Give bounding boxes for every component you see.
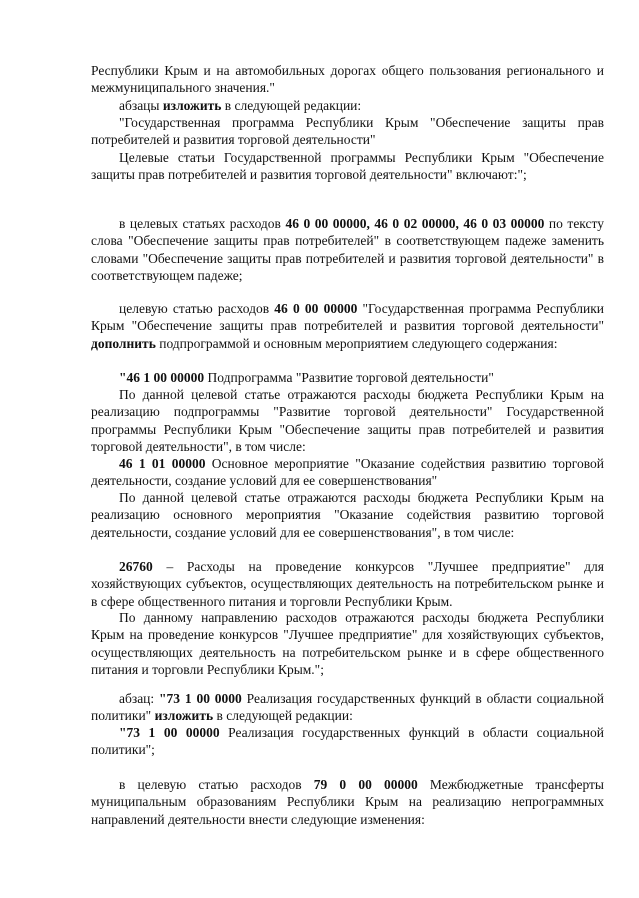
text-run: Целевые статьи Государственной программы Республики Крым "Обеспечение защиты прав потребителей и развития торговой деятельности" включают:"; (91, 150, 604, 183)
paragraph (91, 62, 604, 97)
text-run: Подпрограмма "Развитие торговой деятельности" (204, 370, 494, 385)
text-run: "Государственная программа Республики Крым "Обеспечение защиты прав потребителей и развития торговой деятельности" (91, 115, 604, 148)
text-run: "Государственная программа Республики Крым "Обеспечение защиты прав потребителей и развития торговой деятельности" (91, 301, 604, 334)
paragraph (91, 369, 604, 386)
bold-run: "46 1 00 00000 (119, 370, 205, 385)
paragraph (91, 455, 604, 490)
bold-run: 26760 (119, 559, 153, 574)
text-run: в целевых статьях расходов (119, 216, 286, 231)
text-run: абзац: (119, 691, 160, 706)
text-run: Реализация государственных функций в области социальной политики" (91, 691, 604, 724)
text-run: – Расходы на проведение конкурсов "Лучшее предприятие" для хозяйствующих субъектов, осуществляющих деятельность на потребительском рынке и в сфере общественного питания и торговли Республики Крым. (91, 559, 604, 609)
text-run: По данной целевой статье отражаются расходы бюджета Республики Крым на реализацию подпрограммы "Развитие торговой деятельности" Государственной программы Республики Крым "Обеспечение защиты прав потребителей и развития торговой деятельности", в том числе: (91, 387, 604, 455)
paragraph (91, 386, 604, 456)
text-run: подпрограммой и основным мероприятием следующего содержания: (155, 335, 558, 351)
paragraph (91, 724, 604, 759)
text-run: в следующей редакции: (213, 708, 353, 724)
text-run: по тексту слова "Обеспечение защиты прав потребителей" в соответствующем падеже заменить словами "Обеспечение защиты прав потребителей и развития торговой деятельности" в соответствующем падеже; (91, 216, 604, 284)
paragraph (91, 776, 604, 828)
text-run: По данному направлению расходов отражаются расходы бюджета Республики Крым на проведение конкурсов "Лучшее предприятие" для хозяйствующих субъектов, осуществляющих деятельность на потребительском рынке и в сфере общественного питания и торговли Республики Крым."; (91, 610, 604, 678)
text-run: целевую статью расходов (119, 301, 275, 316)
text-run: Реализация государственных функций в области социальной политики"; (91, 725, 604, 758)
bold-run: изложить (154, 708, 214, 724)
bold-run: изложить (162, 98, 222, 113)
paragraph (91, 558, 604, 610)
text-run: в следующей редакции: (221, 98, 362, 113)
bold-run: 46 0 00 00000, 46 0 02 00000, 46 0 03 00000 (285, 216, 545, 231)
bold-run: "73 1 00 0000 (159, 691, 242, 706)
paragraph (91, 489, 604, 541)
bold-run: "73 1 00 00000 (119, 725, 220, 740)
bold-run: дополнить (91, 335, 156, 351)
paragraph (91, 215, 604, 285)
bold-run: 46 1 01 00000 (119, 456, 206, 471)
paragraph (91, 300, 604, 352)
paragraph (91, 609, 604, 679)
text-run: По данной целевой статье отражаются расходы бюджета Республики Крым на реализацию основного мероприятия "Оказание содействия развитию торговой деятельности, создание условий для ее совершенствования", в том числе: (91, 490, 604, 540)
bold-run: 79 0 00 00000 (313, 777, 418, 792)
bold-run: 46 0 00 00000 (274, 301, 358, 316)
paragraph (91, 114, 604, 149)
text-run: абзацы (119, 98, 163, 113)
paragraph (91, 149, 604, 184)
text-run: Республики Крым и на автомобильных дорогах общего пользования регионального и межмуниципального значения." (91, 63, 604, 96)
paragraph (91, 97, 604, 114)
text-run: в целевую статью расходов (119, 777, 314, 792)
text-run: Межбюджетные трансферты муниципальным образованиям Республики Крым на реализацию непрограммных направлений деятельности внести следующие изменения: (91, 777, 605, 827)
text-run: Основное мероприятие "Оказание содействия развитию торговой деятельности, создание условий для ее совершенствования" (91, 456, 605, 489)
paragraph (91, 690, 604, 725)
